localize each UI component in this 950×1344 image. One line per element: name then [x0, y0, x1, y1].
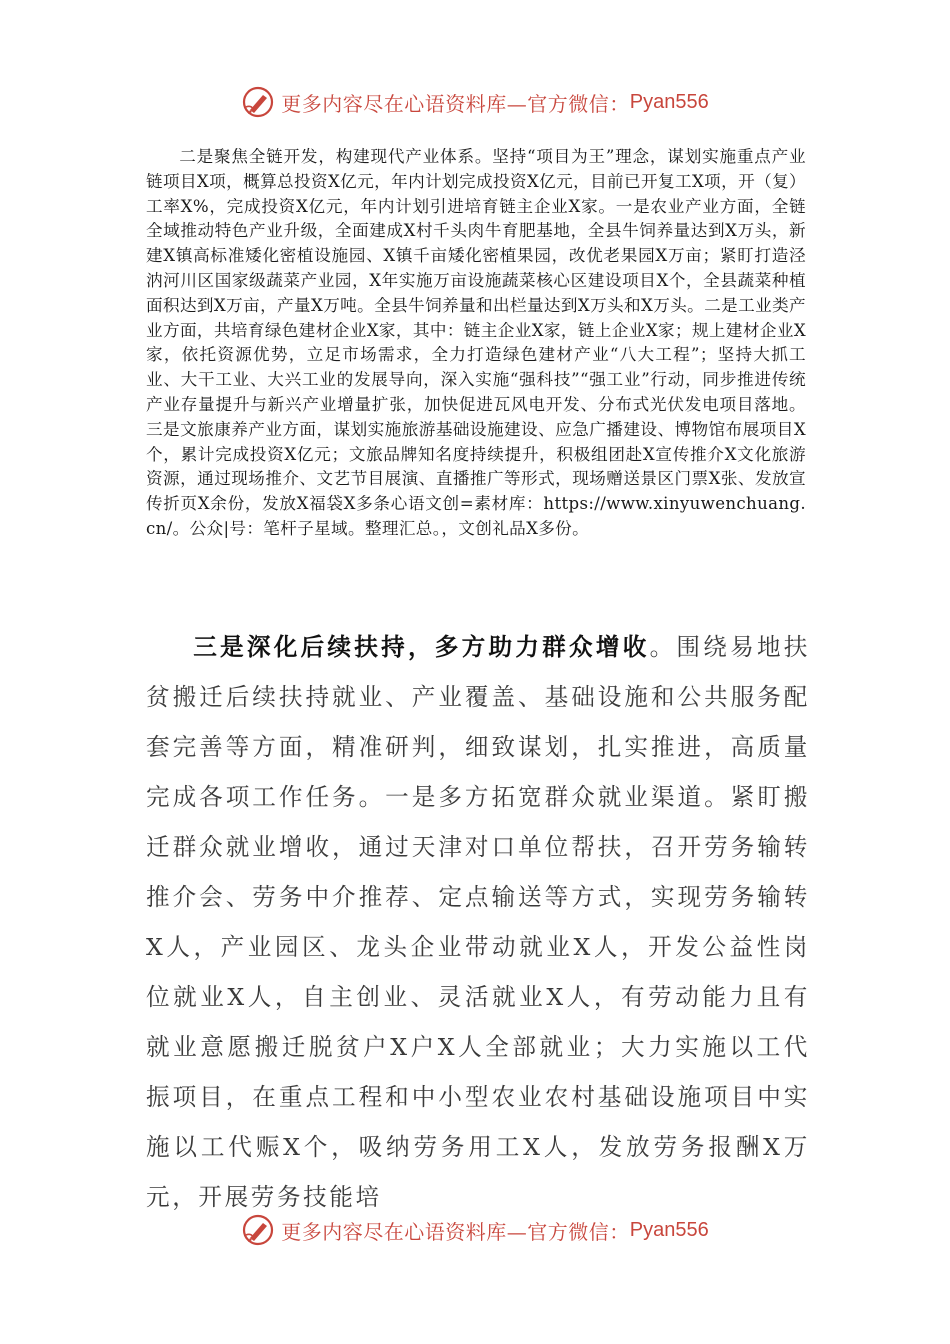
footer-watermark-banner	[0, 1210, 950, 1250]
pen-logo-icon	[241, 85, 275, 119]
banner-text: 更多内容尽在心语资料库—官方微信：	[281, 1219, 630, 1244]
paragraph-industry-system: 二是聚焦全链开发，构建现代产业体系。坚持“项目为王”理念，谋划实施重点产业链项目X项，概算总投资X亿元，年内计划完成投资X亿元，目前已开复工X项，开（复）工率X%，完成投资X亿元，年内计划引进培育链主企业X家。一是农业产业方面，全链全域推动特色产业升级，全面建成X村千头肉牛育肥基地，全县牛饲养量达到X万头，新建X镇高标准矮化密植设施园、X镇千亩矮化密植果园，改优老果园X万亩；紧盯打造泾汭河川区国家级蔬菜产业园，X年实施万亩设施蔬菜核心区建设项目X个，全县蔬菜种植面积达到X万亩，产量X万吨。全县牛饲养量和出栏量达到X万头和X万头。二是工业类产业方面，共培育绿色建材企业X家，其中：链主企业X家，链上企业X家；规上建材企业X家，依托资源优势，立足市场需求，全力打造绿色建材产业“八大工程”；坚持大抓工业、大干工业、大兴工业的发展导向，深入实施“强科技”“强工业”行动，同步推进传统产业存量提升与新兴产业增量扩张，加快促进瓦风电开发、分布式光伏发电项目落地。三是文旅康养产业方面，谋划实施旅游基础设施建设、应急广播建设、博物馆布展项目X个，累计完成投资X亿元；文旅品牌知名度持续提升，积极组团赴X宣传推介X文化旅游资源，通过现场推介、文艺节目展演、直播推广等形式，现场赠送景区门票X张、发放宣传折页X余份，发放X福袋X多条心语文创=素材库：https://www.xinyuwenchuang.cn/。公众|号：笔杆子星域。整理汇总。，文创礼品X多份。	[146, 147, 806, 538]
section-body: 。围绕易地扶贫搬迁后续扶持就业、产业覆盖、基础设施和公共服务配套完善等方面，精准研判，细致谋划，扎实推进，高质量完成各项工作任务。一是多方拓宽群众就业渠道。紧盯搬迁群众就业增收，通过天津对口单位帮扶，召开劳务输转推介会、劳务中介推荐、定点输送等方式，实现劳务输转X人，产业园区、龙头企业带动就业X人，开发公益性岗位就业X人，自主创业、灵活就业X人，有劳动能力且有就业意愿搬迁脱贫户X户X人全部就业；大力实施以工代振项目，在重点工程和中小型农业农村基础设施项目中实施以工代赈X个，吸纳劳务用工X人，发放劳务报酬X万元，开展劳务技能培	[146, 633, 811, 1211]
banner-text: 更多内容尽在心语资料库—官方微信：	[281, 91, 630, 116]
banner-wechat-id: Pyan556	[629, 1218, 709, 1241]
banner-wechat-id: Pyan556	[629, 90, 709, 113]
section-heading: 三是深化后续扶持，多方助力群众增收	[193, 633, 650, 661]
header-watermark-banner	[0, 82, 950, 122]
paragraph-follow-up-support	[146, 622, 810, 1222]
pen-logo-icon	[241, 1213, 275, 1247]
